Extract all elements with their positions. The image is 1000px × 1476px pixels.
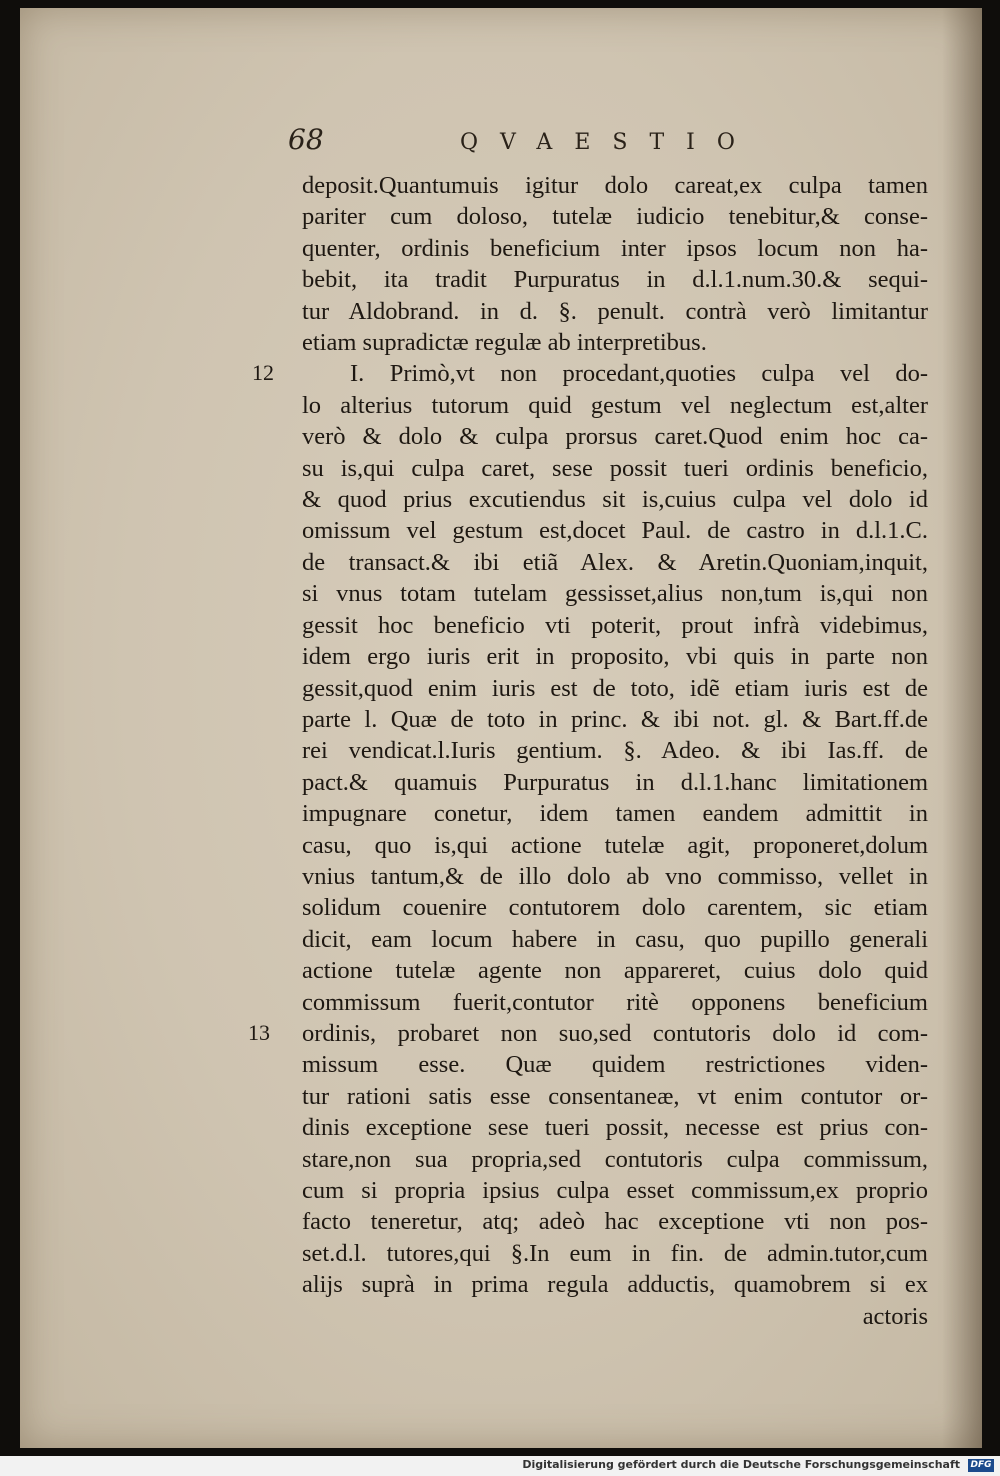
text-line: su is,qui culpa caret, sese possit tueri ordinis beneficio,: [302, 454, 928, 482]
book-page: [20, 8, 982, 1448]
text-line: ordinis, probaret non suo,sed contutoris dolo id com-: [302, 1019, 928, 1047]
text-line: verò & dolo & culpa prorsus caret.Quod enim hoc ca-: [302, 423, 928, 451]
text-line: bebit, ita tradit Purpuratus in d.l.1.num.30.& sequi-: [302, 266, 928, 294]
text-line: set.d.l. tutores,qui §.In eum in fin. de admin.tutor,cum: [302, 1239, 928, 1267]
text-line: gessit,quod enim iuris est de toto, idẽ etiam iuris est de: [302, 674, 928, 702]
text-line: lo alterius tutorum quid gestum vel neglectum est,alter: [302, 391, 928, 419]
page-number: 68: [288, 123, 324, 156]
text-line: tur Aldobrand. in d. §. penult. contrà verò limitantur: [302, 297, 928, 325]
text-line: deposit.Quantumuis igitur dolo careat,ex culpa tamen: [302, 172, 928, 199]
text-line: parte l. Quæ de toto in princ. & ibi not. gl. & Bart.ff.de: [302, 705, 928, 733]
text-line: actione tutelæ agente non appareret, cuius dolo quid: [302, 957, 928, 985]
text-line: facto teneretur, atq; adeò hac exceptione vti non pos-: [302, 1208, 928, 1236]
text-line: rei vendicat.l.Iuris gentium. §. Adeo. & ibi Ias.ff. de: [302, 737, 928, 765]
text-line: I. Primò,vt non procedant,quoties culpa vel do-: [350, 360, 928, 388]
text-line: dicit, eam locum habere in casu, quo pupillo generali: [302, 925, 928, 953]
text-line: casu, quo is,qui actione tutelæ agit, proponeret,dolum: [302, 831, 928, 859]
text-line: missum esse. Quæ quidem restrictiones viden-: [302, 1051, 928, 1079]
catchword: actoris: [862, 1302, 928, 1330]
text-line: si vnus totam tutelam gessisset,alius non,tum is,qui non: [302, 580, 928, 608]
margin-note-13: 13: [248, 1020, 270, 1045]
text-line: alijs suprà in prima regula adductis, quamobrem si ex: [302, 1271, 928, 1299]
running-head: QVAESTIO: [460, 130, 757, 155]
text-line: quenter, ordinis beneficium inter ipsos locum non ha-: [302, 234, 928, 262]
text-line: idem ergo iuris erit in proposito, vbi quis in parte non: [302, 643, 928, 671]
margin-note-12: 12: [252, 360, 274, 385]
text-line: pact.& quamuis Purpuratus in d.l.1.hanc limitationem: [302, 768, 928, 796]
text-line: omissum vel gestum est,docet Paul. de castro in d.l.1.C.: [302, 517, 928, 545]
text-line: impugnare conetur, idem tamen eandem admittit in: [302, 800, 928, 828]
dfg-logo-icon: DFG: [968, 1459, 994, 1472]
text-line: gessit hoc beneficio vti poterit, prout infrà videbimus,: [302, 611, 928, 639]
footer-bar: [0, 1456, 1000, 1476]
text-line: solidum couenire contutorem dolo carentem, sic etiam: [302, 894, 928, 922]
text-line: vnius tantum,& de illo dolo ab vno commisso, vellet in: [302, 862, 928, 890]
text-line: stare,non sua propria,sed contutoris culpa commissum,: [302, 1145, 928, 1173]
text-line: dinis exceptione sese tueri possit, necesse est prius con-: [302, 1114, 928, 1142]
text-line: & quod prius excutiendus sit is,cuius culpa vel dolo id: [302, 486, 928, 514]
text-line: cum si propria ipsius culpa esset commissum,ex proprio: [302, 1177, 928, 1204]
text-line: etiam supradictæ regulæ ab interpretibus.: [302, 329, 707, 357]
body-text: [302, 170, 928, 1332]
text-line: pariter cum doloso, tutelæ iudicio tenebitur,& conse-: [302, 203, 928, 231]
funding-credit: Digitalisierung gefördert durch die Deutsche Forschungsgemeinschaft: [522, 1458, 960, 1471]
text-line: de transact.& ibi etiã Alex. & Aretin.Quoniam,inquit,: [302, 548, 928, 576]
text-line: tur rationi satis esse consentaneæ, vt enim contutor or-: [302, 1082, 928, 1110]
text-line: commissum fuerit,contutor ritè opponens beneficium: [302, 988, 928, 1016]
